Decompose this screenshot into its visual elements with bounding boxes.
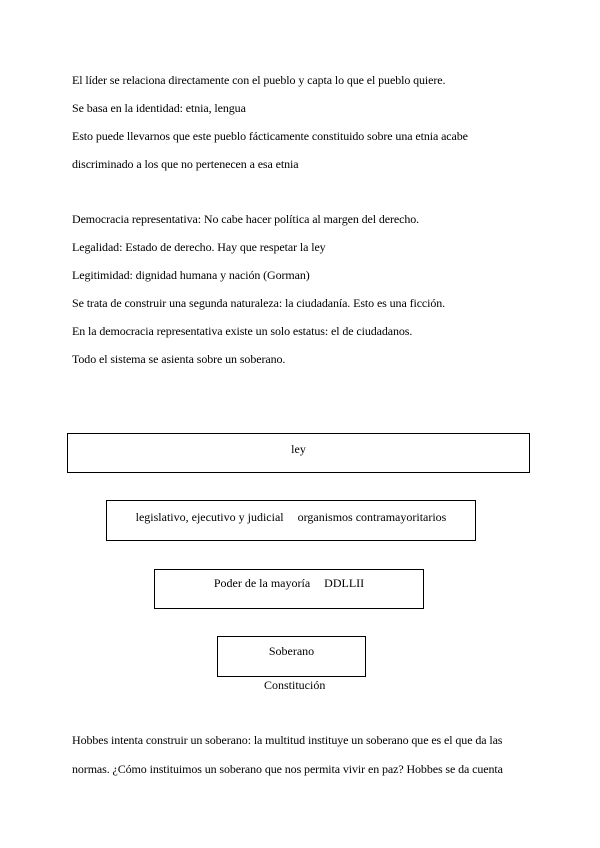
diagram-box-poderes-label	[107, 510, 475, 524]
text-line: Se trata de construir una segunda naturaleza: la ciudadanía. Esto es una ficción.	[72, 296, 446, 310]
text-line: Democracia representativa: No cabe hacer política al margen del derecho.	[72, 212, 420, 226]
diagram-box-soberano-label: Soberano	[268, 644, 315, 658]
text-line: Esto puede llevarnos que este pueblo fácticamente constituido sobre una etnia acabe	[72, 129, 468, 143]
diagram-box-poderes-left: legislativo, ejecutivo y judicial	[135, 510, 284, 524]
text-line: Se basa en la identidad: etnia, lengua	[72, 101, 246, 115]
diagram-box-ley	[67, 433, 530, 473]
text-line: Todo el sistema se asienta sobre un soberano.	[72, 352, 286, 366]
diagram-caption: Constitución	[264, 678, 326, 692]
text-line: En la democracia representativa existe un solo estatus: el de ciudadanos.	[72, 324, 413, 338]
diagram-box-mayoria-left: Poder de la mayoría	[213, 576, 311, 590]
text-line: normas. ¿Cómo instituimos un soberano que nos permita vivir en paz? Hobbes se da cuenta	[72, 762, 503, 776]
text-line: Legalidad: Estado de derecho. Hay que respetar la ley	[72, 240, 326, 254]
diagram-box-mayoria	[154, 569, 424, 609]
text-line: Legitimidad: dignidad humana y nación (Gorman)	[72, 268, 310, 282]
diagram-box-poderes-right: organismos contramayoritarios	[297, 510, 447, 524]
diagram-box-ley-label: ley	[291, 442, 306, 456]
diagram-box-poderes	[106, 500, 476, 541]
diagram-box-mayoria-label	[155, 576, 423, 590]
diagram-box-mayoria-right: DDLLII	[324, 576, 365, 590]
text-line: El líder se relaciona directamente con el pueblo y capta lo que el pueblo quiere.	[72, 73, 446, 87]
text-line: discriminado a los que no pertenecen a esa etnia	[72, 157, 299, 171]
diagram-box-soberano	[217, 636, 366, 677]
text-line: Hobbes intenta construir un soberano: la multitud instituye un soberano que es el que da las	[72, 733, 503, 747]
